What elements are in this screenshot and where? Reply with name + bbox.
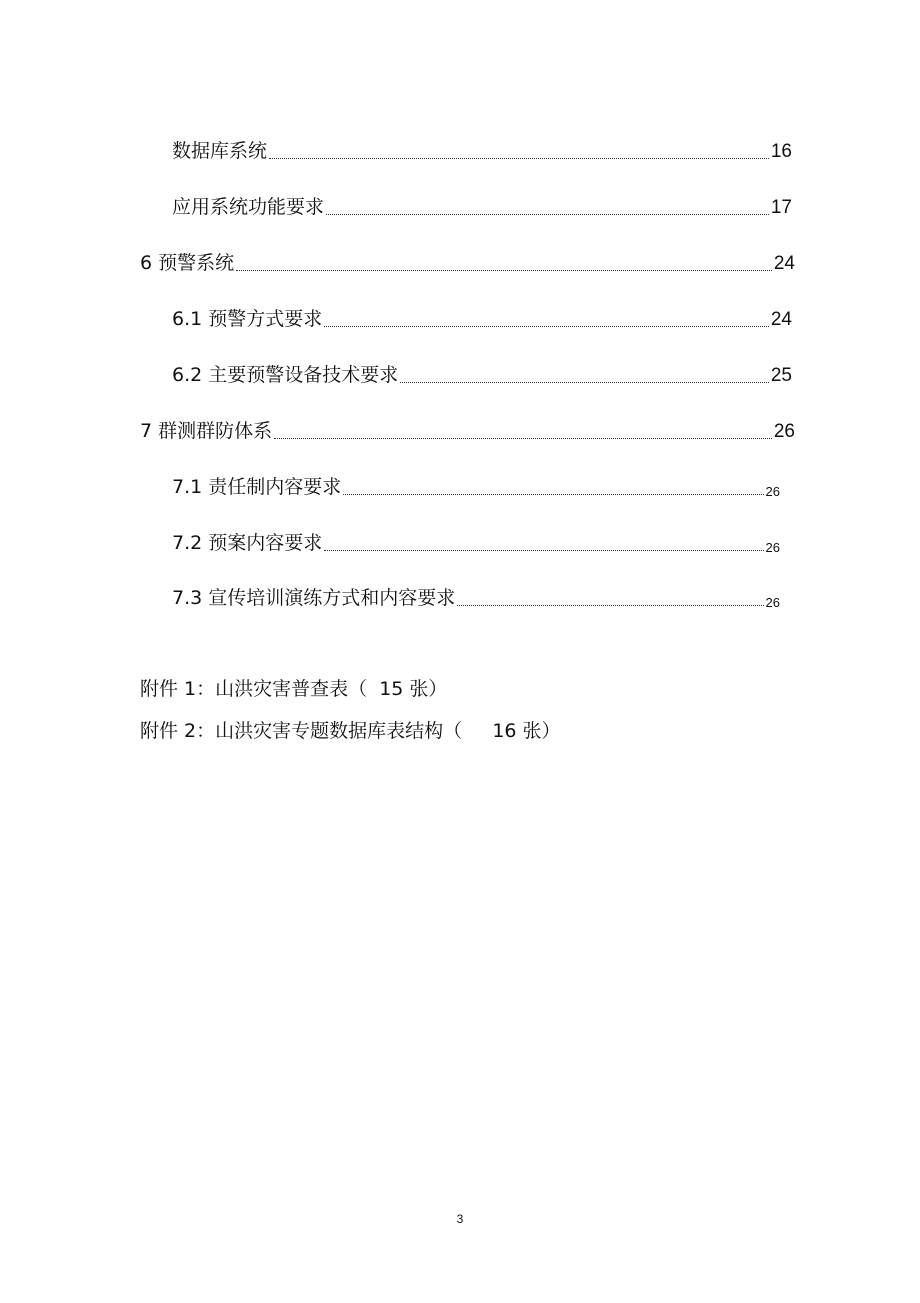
toc-entry-warning-system[interactable] — [140, 244, 795, 274]
toc-entry-title: 7.3 宣传培训演练方式和内容要求 — [172, 587, 456, 609]
attachment-2: 附件 2：山洪灾害专题数据库表结构（ 16 张） — [140, 720, 561, 742]
toc-entry-training-drills[interactable] — [172, 579, 780, 609]
toc-entry-page: 26 — [765, 595, 780, 610]
toc-entry-title: 6 预警系统 — [140, 252, 235, 274]
toc-entry-title: 应用系统功能要求 — [172, 196, 325, 218]
toc-entry-page: 16 — [770, 141, 792, 162]
toc-entry-page: 26 — [765, 484, 780, 499]
toc-entry-title: 6.1 预警方式要求 — [172, 308, 323, 330]
page-number: 3 — [456, 1212, 464, 1226]
toc-leader-dots — [324, 326, 769, 327]
toc-entry-group-monitoring[interactable] — [140, 412, 795, 442]
toc-leader-dots — [326, 214, 769, 215]
toc-leader-dots — [457, 605, 763, 606]
toc-entry-title: 7 群测群防体系 — [140, 420, 273, 442]
toc-entry-page: 24 — [770, 309, 792, 330]
toc-leader-dots — [274, 438, 772, 439]
toc-entry-page: 26 — [773, 421, 795, 442]
toc-leader-dots — [400, 382, 769, 383]
toc-leader-dots — [236, 270, 772, 271]
toc-entry-title: 数据库系统 — [172, 140, 268, 162]
toc-entry-database-system[interactable] — [172, 132, 792, 162]
attachment-1: 附件 1：山洪灾害普查表（ 15 张） — [140, 678, 448, 700]
toc-entry-warning-methods[interactable] — [172, 300, 792, 330]
toc-entry-title: 7.1 责任制内容要求 — [172, 476, 342, 498]
toc-entry-responsibility[interactable] — [172, 468, 780, 498]
toc-entry-warning-equipment[interactable] — [172, 356, 792, 386]
toc-leader-dots — [324, 550, 763, 551]
toc-entry-title: 7.2 预案内容要求 — [172, 532, 323, 554]
toc-entry-contingency-plan[interactable] — [172, 524, 780, 554]
toc-entry-page: 17 — [770, 197, 792, 218]
toc-entry-title: 6.2 主要预警设备技术要求 — [172, 364, 399, 386]
toc-leader-dots — [269, 158, 769, 159]
toc-entry-page: 24 — [773, 253, 795, 274]
toc-entry-page: 26 — [765, 540, 780, 555]
toc-leader-dots — [343, 494, 763, 495]
toc-entry-application-requirements[interactable] — [172, 188, 792, 218]
toc-entry-page: 25 — [770, 365, 792, 386]
